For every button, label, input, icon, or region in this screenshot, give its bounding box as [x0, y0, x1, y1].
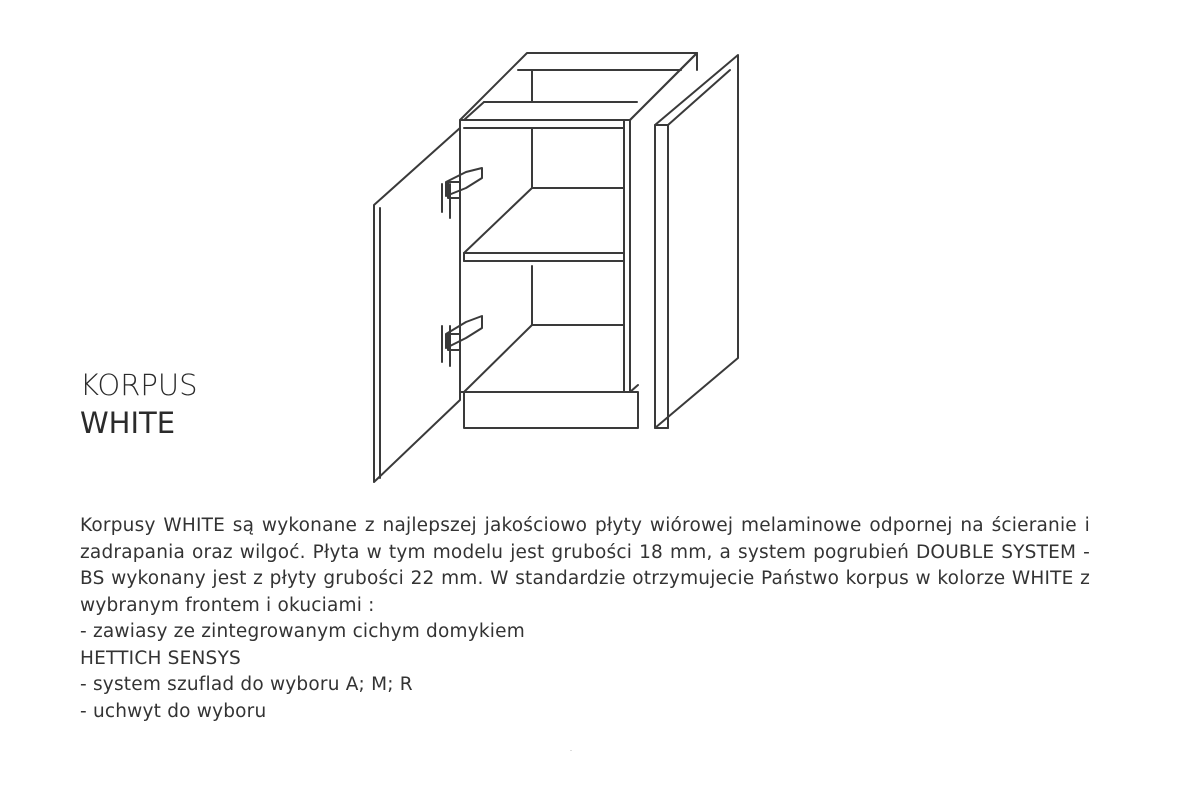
description-paragraph: Korpusy WHITE są wykonane z najlepszej jakościowo płyty wiórowej melaminowe odpornej na ścieranie i zadrapania oraz wilgoć. Płyta w tym modelu jest grubości 18 mm, a system pogrubień DOUBLE SYSTEM - BS wykonany jest z płyty grubości 22 mm. W standardzie otrzymujecie Państwo korpus w kolorze WHITE z wybranym frontem i okuciami : — [80, 515, 1090, 616]
heading — [80, 366, 198, 442]
feature-item: - uchwyt do wyboru — [80, 700, 267, 722]
cabinet-shelf — [464, 188, 624, 261]
heading-line-white: WHITE — [80, 406, 176, 440]
feature-item: - zawiasy ze zintegrowanym cichym domykiem — [80, 621, 525, 642]
product-description — [80, 513, 1090, 725]
feature-item: - system szuflad do wyboru A; M; R — [80, 674, 413, 695]
hinge-icon — [442, 168, 482, 218]
feature-item: HETTICH SENSYS — [80, 647, 241, 669]
hinge-icon — [442, 316, 482, 366]
cabinet-body — [460, 53, 697, 428]
cabinet-top-panel — [460, 53, 697, 120]
heading-line-korpus: KORPUS — [80, 368, 198, 402]
cabinet-side-panel — [655, 55, 738, 428]
divider-dot — [570, 750, 572, 751]
